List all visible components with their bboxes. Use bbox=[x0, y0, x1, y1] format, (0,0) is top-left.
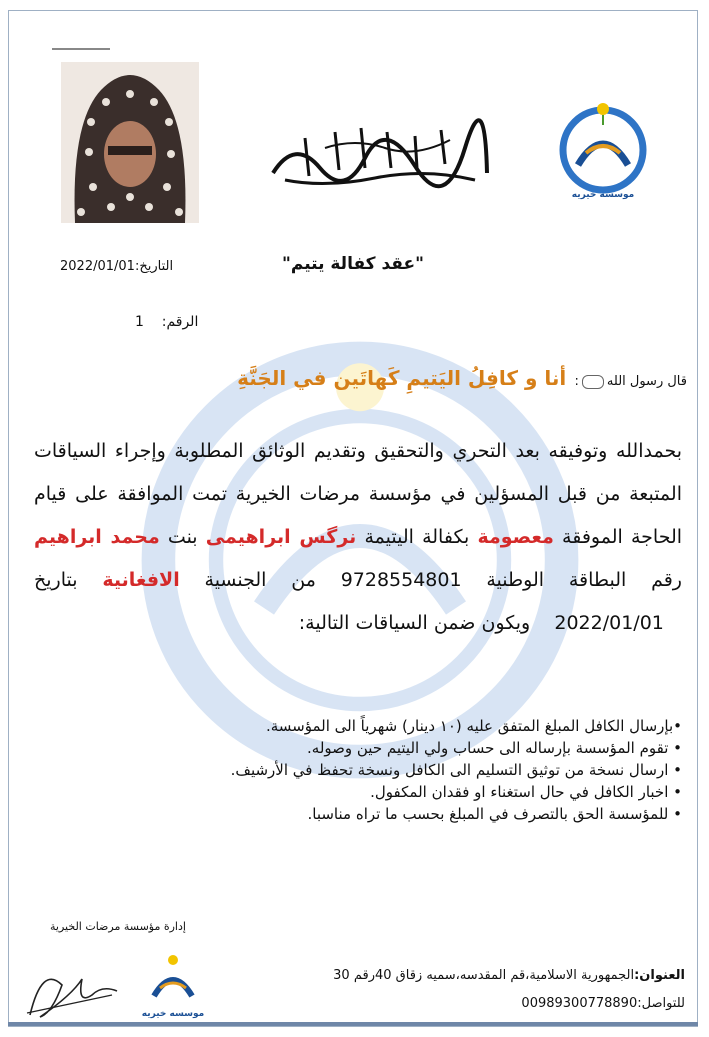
basmala-calligraphy bbox=[265, 118, 493, 192]
svg-text:موسسه خيريه: موسسه خيريه bbox=[141, 1009, 205, 1019]
address-line bbox=[333, 968, 685, 983]
date-line bbox=[60, 259, 173, 274]
nationality: الافغانية bbox=[102, 569, 180, 591]
sponsor-name: معصومة bbox=[477, 526, 554, 548]
top-short-line bbox=[52, 48, 110, 50]
body-text-6: بتاريخ bbox=[34, 569, 78, 591]
contract-title: "عقد كفالة يتيم" bbox=[282, 254, 425, 274]
hadith-quote: أنا و كافِلُ اليَتيمِ كَهاتَين في الجَنَّةِ bbox=[237, 366, 567, 390]
number-value: 1 bbox=[135, 314, 144, 330]
terms-list bbox=[100, 715, 682, 825]
signature bbox=[22, 955, 122, 1025]
father-name: محمد ابراهيم bbox=[34, 526, 160, 548]
contact-line bbox=[521, 996, 685, 1011]
list-item: • ارسال نسخة من توثيق التسليم الى الكافل ونسخة تحفظ في الأرشيف. bbox=[230, 761, 682, 779]
date-value: 2022/01/01 bbox=[60, 259, 135, 274]
body-text-1: بحمدالله وتوفيقه بعد التحري والتحقيق وتقديم الوثائق المطلوبة وإجراء السياقات المتبعة من قبل المسؤلين في مؤسسة مرضات الخيرية تمت الموافقة على قيام الحاجة الموفقة bbox=[34, 440, 683, 548]
address-value: الجمهورية الاسلامية،قم المقدسه،سميه زقاق 40رقم 30 bbox=[333, 968, 635, 983]
management-label: إدارة مؤسسة مرضات الخيرية bbox=[50, 920, 186, 933]
date-label: التاريخ: bbox=[134, 259, 174, 274]
contact-label: للتواصل: bbox=[637, 996, 685, 1011]
number-label: الرقم: bbox=[161, 314, 199, 330]
body-text-3: بنت bbox=[167, 526, 198, 548]
body-text-5: من الجنسية bbox=[204, 569, 316, 591]
contract-body bbox=[34, 430, 682, 645]
list-item: •بإرسال الكافل المبلغ المتفق عليه (١٠ دينار) شهرياً الى المؤسسة. bbox=[265, 717, 682, 735]
salawat-symbol-icon bbox=[582, 375, 604, 389]
body-text-7: ويكون ضمن السياقات التالية: bbox=[298, 612, 531, 634]
national-id: 9728554801 bbox=[340, 569, 462, 591]
charity-logo-small bbox=[136, 950, 211, 1022]
logo-caption: موسسه خيريه bbox=[571, 190, 635, 200]
contact-value: 00989300778890 bbox=[521, 996, 638, 1011]
number-line bbox=[135, 314, 198, 330]
hadith-prefix: قال رسول الله bbox=[606, 374, 687, 389]
list-item: • تقوم المؤسسة بإرساله الى حساب ولي اليتيم حين وصوله. bbox=[307, 739, 682, 757]
body-text-2: بكفالة اليتيمة bbox=[364, 526, 470, 548]
contract-date: 2022/01/01 bbox=[554, 612, 664, 634]
list-item: • اخبار الكافل في حال استغناء او فقدان المكفول. bbox=[370, 783, 682, 801]
orphan-name: نرگس ابراهيمى bbox=[205, 526, 357, 548]
body-text-4: رقم البطاقة الوطنية bbox=[486, 569, 682, 591]
list-item: • للمؤسسة الحق بالتصرف في المبلغ بحسب ما تراه مناسبا. bbox=[307, 805, 682, 823]
orphan-photo bbox=[61, 62, 199, 223]
address-label: العنوان: bbox=[634, 968, 685, 983]
hadith-line: قال رسول الله: أنا و كافِلُ اليَتيمِ كَهاتَين في الجَنَّةِ bbox=[237, 366, 687, 390]
